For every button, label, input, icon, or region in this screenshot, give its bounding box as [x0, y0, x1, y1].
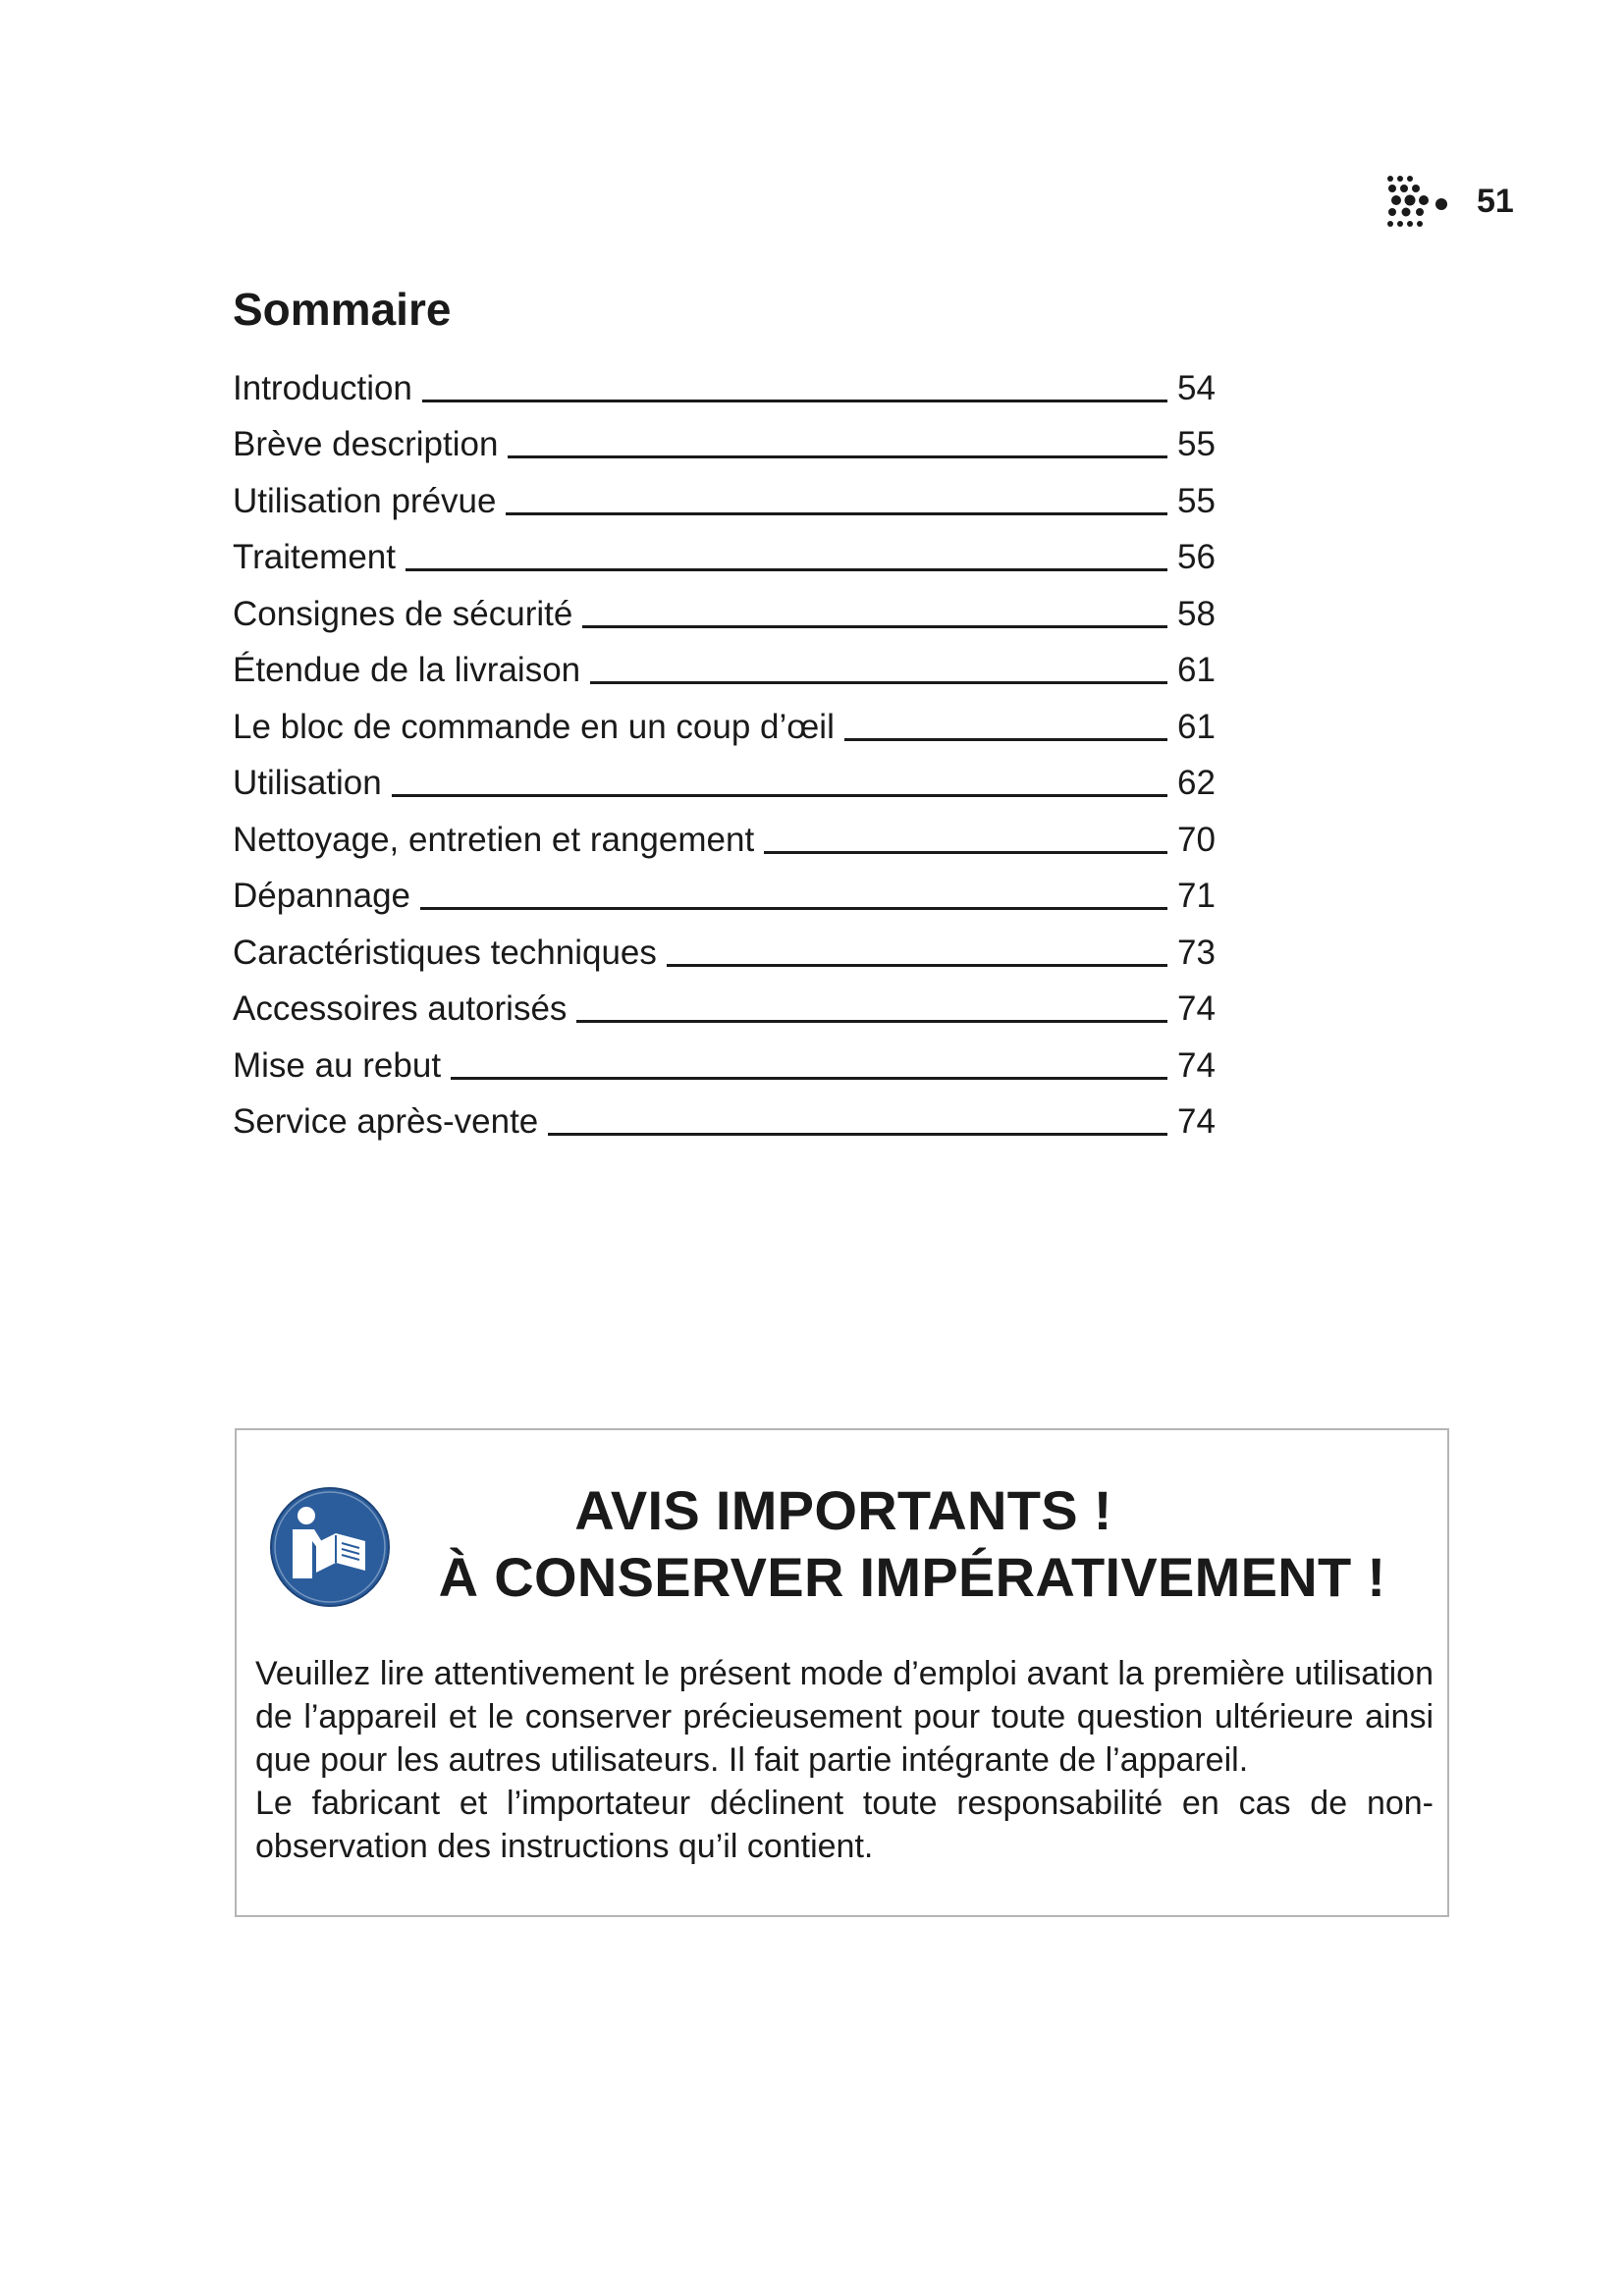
toc-entry-page: 61: [1177, 651, 1216, 689]
toc-leader-line: [392, 794, 1167, 797]
toc-leader-line: [506, 512, 1167, 515]
toc-entry: [233, 747, 1220, 804]
table-of-contents: [233, 351, 1220, 1142]
toc-entry-page: 73: [1177, 933, 1216, 972]
toc-entry-label: Nettoyage, entretien et rangement: [233, 820, 755, 859]
toc-leader-line: [764, 851, 1167, 854]
toc-entry-label: Caractéristiques techniques: [233, 933, 657, 972]
toc-entry-label: Dépannage: [233, 877, 410, 915]
toc-entry-page: 70: [1177, 820, 1216, 859]
toc-entry-label: Traitement: [233, 538, 396, 576]
toc-entry-label: Étendue de la livraison: [233, 651, 581, 689]
toc-entry-page: 62: [1177, 764, 1216, 802]
toc-leader-line: [451, 1077, 1167, 1080]
notice-heading-line2: À CONSERVER IMPÉRATIVEMENT !: [438, 1546, 1386, 1608]
toc-entry: [233, 1086, 1220, 1143]
toc-leader-line: [422, 400, 1167, 402]
toc-entry-label: Mise au rebut: [233, 1045, 442, 1085]
toc-entry-page: 71: [1177, 877, 1216, 915]
toc-entry: [233, 634, 1220, 691]
toc-leader-line: [582, 625, 1167, 628]
toc-entry-page: 56: [1177, 538, 1216, 576]
toc-entry-label: Service après-vente: [233, 1102, 539, 1141]
notice-body: [255, 1652, 1434, 1868]
toc-entry: [233, 351, 1220, 408]
notice-heading-line1: AVIS IMPORTANTS !: [574, 1479, 1112, 1541]
toc-leader-line: [420, 907, 1167, 910]
toc-entry: [233, 577, 1220, 634]
toc-entry-label: Utilisation prévue: [233, 481, 497, 520]
toc-leader-line: [576, 1020, 1167, 1023]
toc-entry: [233, 521, 1220, 578]
page-header: [1382, 175, 1520, 243]
toc-entry: [233, 690, 1220, 747]
toc-entry: [233, 408, 1220, 465]
toc-entry-page: 54: [1177, 368, 1216, 407]
toc-leader-line: [508, 455, 1167, 458]
toc-leader-line: [667, 964, 1167, 967]
toc-entry-page: 74: [1177, 989, 1216, 1028]
toc-entry-label: Consignes de sécurité: [233, 594, 573, 633]
toc-entry: [233, 973, 1220, 1030]
notice-paragraph-1: Veuillez lire attentivement le présent mode d’emploi avant la première utilisation de l’appareil et le conserver précieusement pour toute question ultérieure ainsi que pour les autres utilisateurs. Il fait partie intégrante de l’appareil.: [255, 1655, 1434, 1779]
toc-leader-line: [548, 1133, 1167, 1136]
toc-entry-page: 61: [1177, 707, 1216, 746]
toc-entry-label: Accessoires autorisés: [233, 989, 568, 1028]
toc-entry: [233, 1029, 1220, 1086]
toc-leader-line: [590, 681, 1167, 684]
page-number: 51: [1477, 183, 1514, 220]
toc-entry-label: Le bloc de commande en un coup d’œil: [233, 707, 835, 746]
toc-entry-page: 55: [1177, 481, 1216, 520]
important-notice-box: [235, 1428, 1449, 1917]
toc-entry: [233, 916, 1220, 973]
toc-entry-label: Introduction: [233, 368, 412, 407]
toc-entry-label: Utilisation: [233, 764, 382, 802]
toc-leader-line: [844, 738, 1167, 741]
notice-paragraph-2: Le fabricant et l’importateur déclinent toute responsabilité en cas de non-observation des instructions qu’il contient.: [255, 1785, 1434, 1865]
toc-entry-page: 74: [1177, 1102, 1216, 1141]
toc-entry-label: Brève description: [233, 425, 499, 463]
notice-heading: [382, 1477, 1442, 1611]
toc-entry-page: 74: [1177, 1045, 1216, 1085]
toc-entry-page: 58: [1177, 594, 1216, 633]
toc-entry: [233, 803, 1220, 860]
read-manual-icon: [269, 1486, 391, 1608]
toc-entry-page: 55: [1177, 425, 1216, 463]
dots-logo-icon: [1382, 175, 1471, 243]
toc-entry: [233, 464, 1220, 521]
toc-title: Sommaire: [233, 284, 452, 335]
toc-entry: [233, 860, 1220, 917]
toc-leader-line: [406, 568, 1167, 571]
